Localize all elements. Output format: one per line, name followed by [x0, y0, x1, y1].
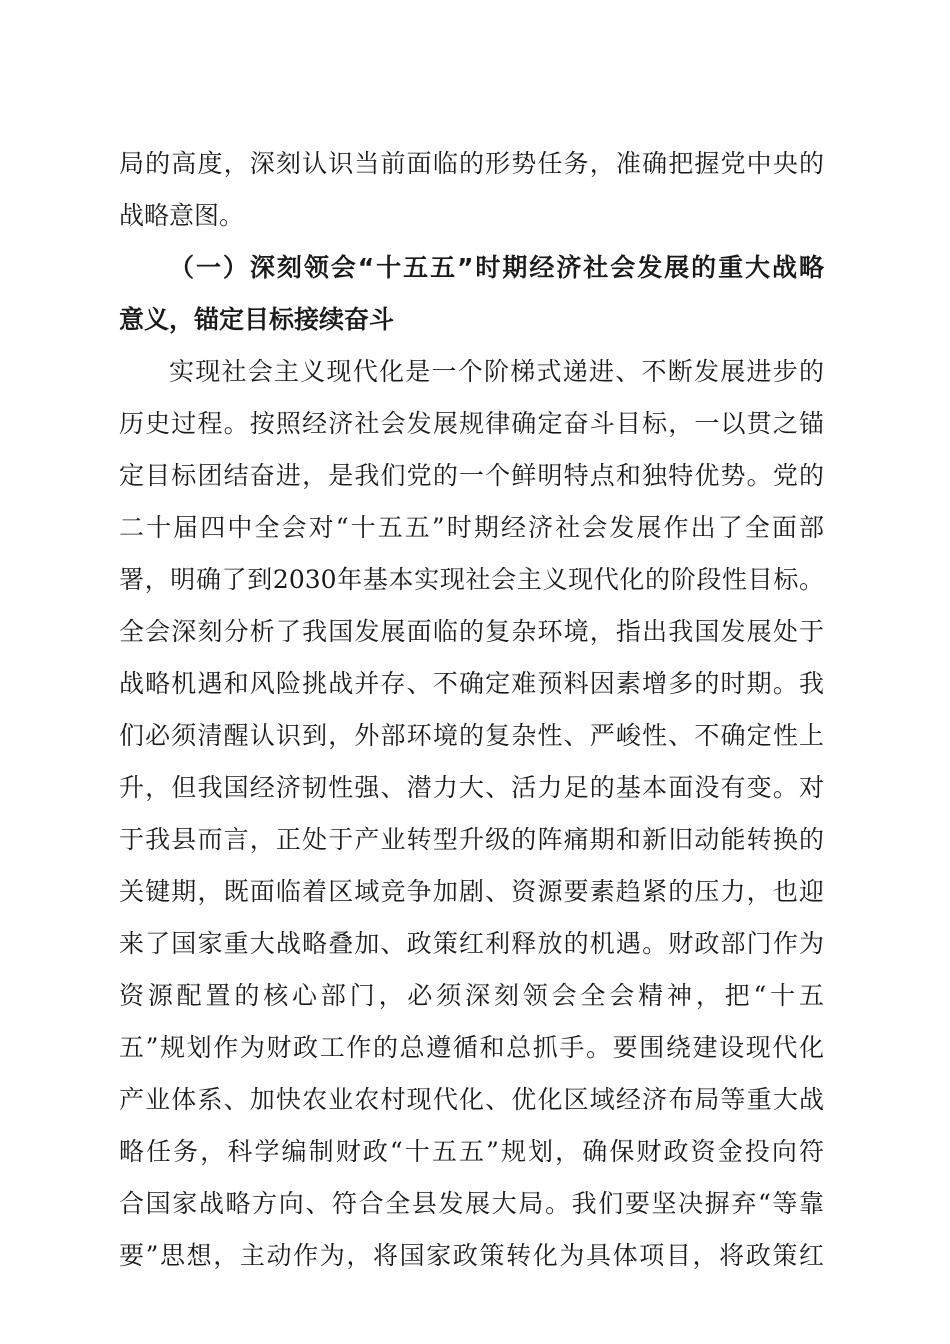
text-line: 二十届四中全会对“十五五”时期经济社会发展作出了全面部	[119, 513, 824, 542]
text-line: 关键期，既面临着区域竞争加剧、资源要素趋紧的压力，也迎	[119, 877, 824, 906]
text-line: 来了国家重大战略叠加、政策红利释放的机遇。财政部门作为	[119, 929, 824, 958]
text-line: 实现社会主义现代化是一个阶梯式递进、不断发展进步的	[169, 357, 824, 386]
text-line: 略任务，科学编制财政“十五五”规划，确保财政资金投向符	[119, 1137, 824, 1166]
text-line: 战略机遇和风险挑战并存、不确定难预料因素增多的时期。我	[119, 669, 824, 698]
text-line: 产业体系、加快农业农村现代化、优化区域经济布局等重大战	[119, 1085, 824, 1114]
text-line: 署，明确了到2030年基本实现社会主义现代化的阶段性目标。	[119, 565, 824, 594]
intro-paragraph	[119, 138, 824, 242]
text-line: 资源配置的核心部门，必须深刻领会全会精神，把“十五	[119, 981, 824, 1010]
text-line: 们必须清醒认识到，外部环境的复杂性、严峻性、不确定性上	[119, 721, 824, 750]
section-heading	[119, 242, 824, 346]
text-line: 全会深刻分析了我国发展面临的复杂环境，指出我国发展处于	[119, 617, 824, 646]
text-line: 历史过程。按照经济社会发展规律确定奋斗目标，一以贯之锚	[119, 409, 824, 438]
text-line: 定目标团结奋进，是我们党的一个鲜明特点和独特优势。党的	[119, 461, 824, 490]
text-line: 战略意图。	[119, 201, 245, 230]
text-line: 于我县而言，正处于产业转型升级的阵痛期和新旧动能转换的	[119, 825, 824, 854]
text-line: 升，但我国经济韧性强、潜力大、活力足的基本面没有变。对	[119, 773, 824, 802]
heading-line: （一）深刻领会“十五五”时期经济社会发展的重大战略	[169, 253, 824, 282]
text-line: 五”规划作为财政工作的总遵循和总抓手。要围绕建设现代化	[119, 1033, 824, 1062]
heading-line: 意义，锚定目标接续奋斗	[119, 305, 395, 334]
text-line: 合国家战略方向、符合全县发展大局。我们要坚决摒弃“等靠	[119, 1189, 824, 1218]
main-paragraph	[119, 346, 824, 1282]
text-line: 要”思想，主动作为，将国家政策转化为具体项目，将政策红	[119, 1241, 824, 1270]
document-body	[119, 138, 824, 1282]
text-line: 局的高度，深刻认识当前面临的形势任务，准确把握党中央的	[119, 149, 824, 178]
